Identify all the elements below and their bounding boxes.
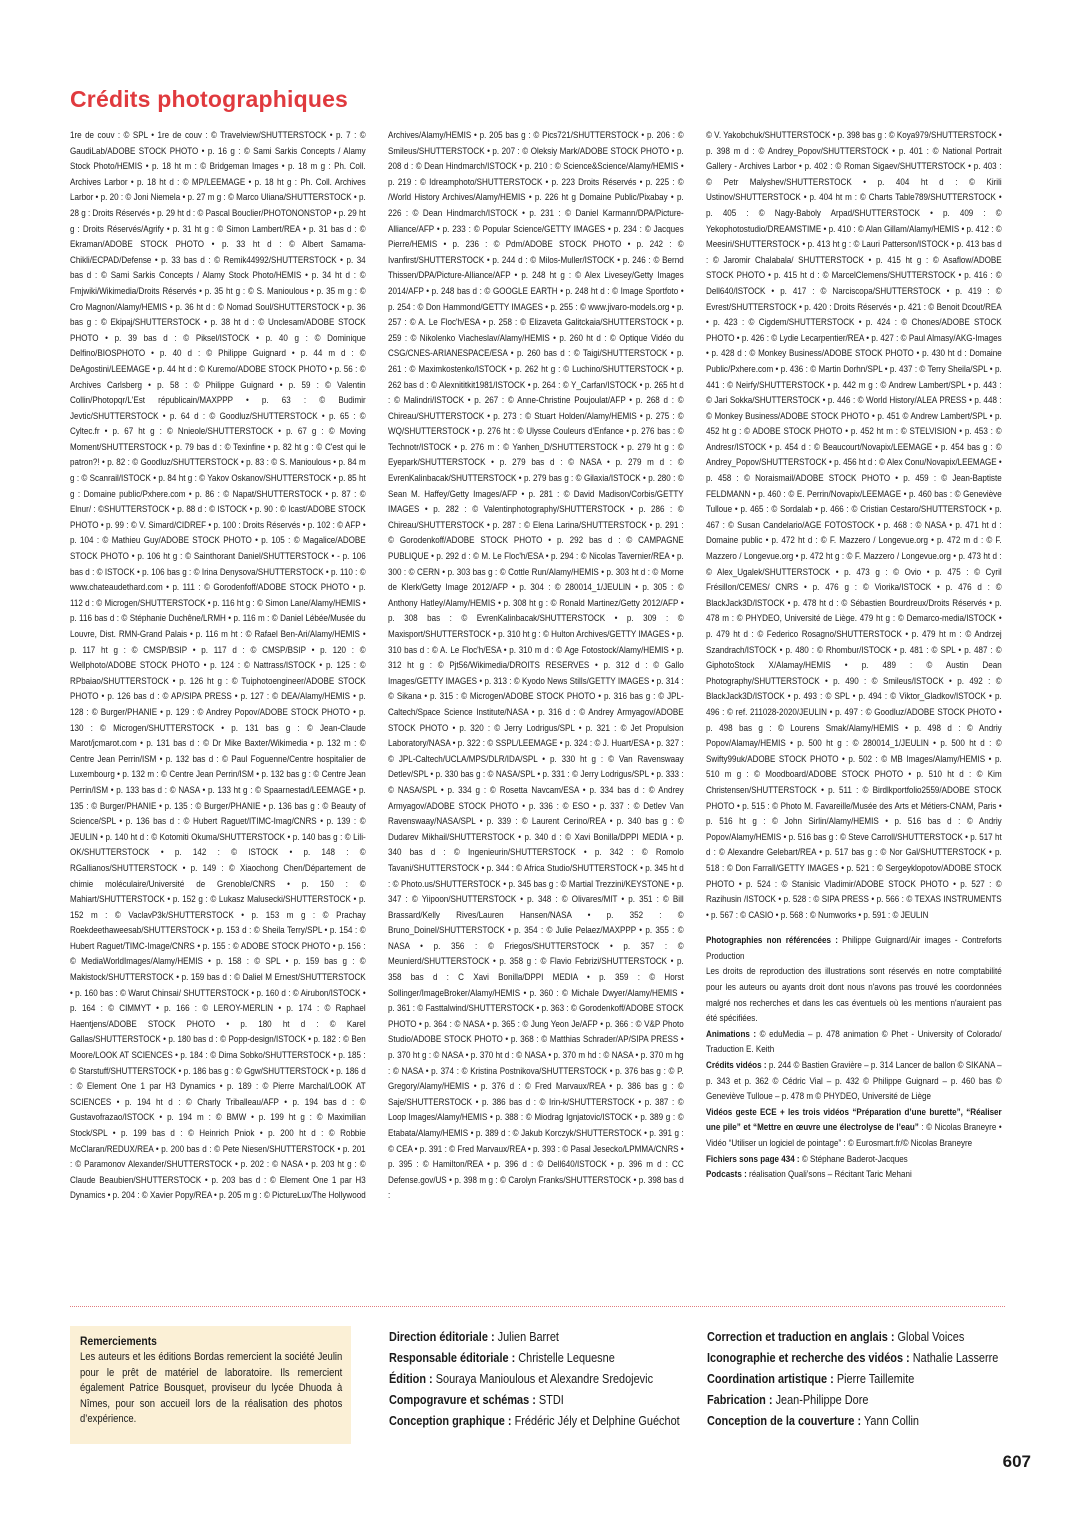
staff-line	[389, 1326, 708, 1347]
podcasts-credit	[706, 1167, 1002, 1183]
extra-label: Crédits vidéos :	[706, 1060, 767, 1072]
staff-role: Responsable éditoriale :	[389, 1350, 516, 1365]
page-title: Crédits photographiques	[70, 86, 349, 112]
staff-role: Compogravure et schémas :	[389, 1392, 536, 1407]
thanks-text: Les auteurs et les éditions Bordas remercient la société Jeulin pour le prêt de matériel de laboratoire. Ils remercient également Patrice Bousquet, proviseur du lycée Dhuoda à Nîmes, pour son accueil lors de la réalisation des photos d’expérience.	[80, 1351, 343, 1426]
staff-name: Frédéric Jély et Delphine Guéchot	[511, 1413, 680, 1428]
extra-label: Vidéos geste ECE + les trois vidéos “Préparation d’une burette”, “Réaliser une pile” et “Mettre en œuvre une électrolyse de l’eau”	[706, 1106, 1002, 1134]
extra-text: Philippe Guignard/Air images - Contreforts Production	[706, 935, 1002, 962]
staff-role: Coordination artistique :	[707, 1371, 834, 1386]
extra-text: © eduMedia – p. 478 animation © Phet - University of Colorado/ Traduction E. Keith	[706, 1028, 1002, 1056]
staff-role: Correction et traduction en anglais :	[707, 1329, 895, 1344]
animations-credit	[706, 1027, 1002, 1058]
staff-line	[707, 1368, 1026, 1389]
extra-label: Fichiers sons page 434 :	[706, 1153, 800, 1165]
video-credits	[706, 1058, 1002, 1105]
staff-role: Conception graphique :	[389, 1413, 512, 1428]
credits-text: © V. Yakobchuk/SHUTTERSTOCK • p. 398 bas g : © Koya979/SHUTTERSTOCK • p. 398 m d : © Andrey_Popov/SHUTTERSTOCK • p. 401 : © National Portrait Gallery - Archives Larbor • p. 402 : © Roman Sigaev/SHUTTERSTOCK • p. 403 : © Petr Malyshev/SHUTTERSTOCK • p. 404 ht d : © Kirili Ustinov/SHUTTERSTOCK • p. 404 ht m : © Charts Table789/SHUTTERSTOCK • p. 405 : © Nagy-Baboly Arpad/SHUTTERSTOCK • p. 409 : © Yekophotostudio/DREAMSTIME • p. 410 : © Alan Gillam/Alamy/HEMIS • p. 412 : © Meesiri/SHUTTERSTOCK • p. 413 ht g : © Lauri Patterson/ISTOCK • p. 413 bas d : © Jaromir Chalabala/ SHUTTERSTOCK • p. 415 ht g : © Asaflow/ADOBE STOCK PHOTO • p. 415 ht d : © MarcelClemens/SHUTTERSTOCK • p. 416 : © Dell640/ISTOCK • p. 417 : © Narciscopa/SHUTTERSTOCK • p. 419 : © Evrest/SHUTTERSTOCK • p. 420 : Droits Réservés • p. 421 : © Benoit Dcout/REA • p. 423 : © Cigdem/SHUTTERSTOCK • p. 424 : © Chones/ADOBE STOCK PHOTO • p. 426 : © Lydie Lecarpentier/REA • p. 427 : © Paul Almasy/AKG-Images • p. 428 d : © Monkey Business/ADOBE STOCK PHOTO • p. 430 ht d : Domaine Public/Pxhere.com • p. 436 : © Martin Dorhn/SPL • p. 437 : © Terry Sheila/SPL • p. 441 : © Neirfy/SHUTTERSTOCK • p. 442 m g : © Andrew Lambert/SPL • p. 443 : © Jari Sokka/SHUTTERSTOCK • p. 446 : © World History/ALEA PRESS • p. 448 : © Monkey Business/ADOBE STOCK PHOTO • p. 451 © Andrew Lambert/SPL • p. 452 ht g : © ADOBE STOCK PHOTO • p. 452 ht m : © STELVISION • p. 453 : © Andresr/ISTOCK • p. 454 d : © Beaucourt/Novapix/LEEMAGE • p. 454 bas g : © Andrey_Popov/SHUTTERSTOCK • p. 456 ht d : © Alex Conu/Novapix/LEEMAGE • p. 458 : © Noraismail/ADOBE STOCK PHOTO • p. 459 : © Jean-Baptiste FELDMANN • p. 460 : © E. Perrin/Novapix/LEEMAGE • p. 460 bas : © Geneviève Tulloue • p. 465 : © Sordalab • p. 466 : © Cristian Cestaro/SHUTTERSTOCK • p. 467 : © Susan Candelario/AGE FOTOSTOCK • p. 468 : © NASA • p. 471 ht d : Domaine public • p. 472 ht d : © F. Mazzero / Longevue.org • p. 472 m d : © F. Mazzero / Longevue.org • p. 472 ht g : © F. Mazzero / Longevue.org • p. 473 ht d : © Alex_Ugalek/SHUTTERSTOCK • p. 473 g : © Ovio • p. 475 : © Cyril Frésillon/CEMES/ CNRS • p. 476 g : © Viorika/ISTOCK • p. 476 d : © BlackJack3D/ISTOCK • p. 478 ht d : © Sébastien Bourdreux/Droits Réservés • p. 478 m : © PHYDEO, Université de Liège. 479 ht g : © Demarco-media/ISTOCK • p. 479 ht d : © Federico Rosagno/SHUTTERSTOCK • p. 479 ht m : © Andrzej Szandrach/ISTOCK • p. 480 : © Rhombur/ISTOCK • p. 481 : © SPL • p. 487 : © GiphotoStock X/Alamay/HEMIS • p. 489 : © Austin Dean Photography/SHUTTERSTOCK • p. 490 : © Smileus/ISTOCK • p. 492 : © BlackJack3D/ISTOCK • p. 493 : © SPL • p. 494 : © Viktor_Gladkov/ISTOCK • p. 496 : © ref. 211028-2020/JEULIN • p. 497 : © Goodluz/ADOBE STOCK PHOTO • p. 498 bas g : © Lourens Smak/Alamy/HEMIS • p. 498 d : © Andriy Popov/Alamay/HEMIS • p. 500 ht g : © 280014_1/JEULIN • p. 500 ht d : © Swifty99uk/ADOBE STOCK PHOTO • p. 502 : © MB Images/Alamy/HEMIS • p. 510 m g : © Moodboard/ADOBE STOCK PHOTO • p. 510 ht d : © Kim Christensen/SHUTTERSTOCK • p. 511 : © Birdlkportfolio2559/ADOBE STOCK PHOTO • p. 515 : © Photo M. Favareille/Musée des Arts et Métiers-CNAM, Paris • p. 516 ht g : © John Sirlin/Alamy/HEMIS • p. 516 bas d : © Andriy Popov/Alamy/HEMIS • p. 516 bas g : © Steve Carroll/SHUTTERSTOCK • p. 517 ht d : © Alexandre Gelebart/REA • p. 517 bas g : © Nor Gal/SHUTTERSTOCK • p. 518 : © Don Farrall/GETTY IMAGES • p. 521 : © Sergeyklopotov/ADOBE STOCK PHOTO • p. 524 : © Stanisic Vladimir/ADOBE STOCK PHOTO • p. 527 : © Razihusin /ISTOCK • p. 528 : © SIPA PRESS • p. 566 : © TEXAS INSTRUMENTS • p. 567 : © CASIO • p. 568 : © Numworks • p. 591 : © JEULIN	[706, 130, 1002, 921]
staff-line	[389, 1410, 708, 1431]
staff-role: Édition :	[389, 1371, 433, 1386]
page-number: 607	[1002, 1452, 1031, 1471]
extra-text: réalisation Quali’sons – Récitant Taric Mehani	[746, 1169, 912, 1181]
staff-name: Yann Collin	[861, 1413, 920, 1428]
extra-text: Les droits de reproduction des illustrations sont réservés en notre comptabilité pour les auteurs ou ayants droit dont nous n'avons pas trouvé les coordonnées malgré nos recherches et dans les cas éventuels où les mentions n'auraient pas été spécifiées.	[706, 966, 1002, 1025]
extra-text: p. 244 © Bastien Gravière – p. 314 Lancer de ballon © SIKANA – p. 343 et p. 362 © Cédric Vial – p. 432 © Philippe Guignard – p. 460 bas © Geneviève Tulloue – p. 478 m © PHYDEO, Université de Liège	[706, 1060, 1002, 1103]
staff-name: Souraya Manioulous et Alexandre Sredojevic	[432, 1371, 654, 1386]
staff-name: Christelle Lequesne	[515, 1350, 615, 1365]
extra-text: © Stéphane Baderot-Jacques	[799, 1153, 908, 1165]
extra-text: : © Nicolas Braneyre • Vidéo “Utiliser un logiciel de pointage” : © Eurosmart.fr/© Nicolas Braneyre	[706, 1122, 1002, 1149]
staff-name: Julien Barret	[494, 1329, 559, 1344]
credits-column-1	[70, 128, 366, 1204]
staff-line	[389, 1389, 708, 1410]
staff-line	[389, 1368, 708, 1389]
extra-label: Animations :	[706, 1028, 757, 1040]
thanks-title: Remerciements	[80, 1334, 157, 1348]
rights-notice	[706, 964, 1002, 1026]
sound-files-credit	[706, 1152, 1002, 1168]
production-staff-list	[707, 1326, 1067, 1431]
staff-line	[707, 1389, 1026, 1410]
staff-line	[707, 1326, 1026, 1347]
extra-label: Podcasts :	[706, 1169, 747, 1181]
staff-role: Fabrication :	[707, 1392, 773, 1407]
extra-label: Photographies non référencées :	[706, 935, 838, 947]
staff-role: Direction éditoriale :	[389, 1329, 495, 1344]
section-divider	[70, 1306, 1005, 1307]
staff-line	[707, 1347, 1026, 1368]
staff-line	[389, 1347, 708, 1368]
staff-line	[707, 1410, 1026, 1431]
credits-column-2	[388, 128, 684, 1204]
ece-video-credits	[706, 1105, 1002, 1152]
credits-text: 1re de couv : © SPL • 1re de couv : © Travelview/SHUTTERSTOCK • p. 7 : © GaudiLab/ADOBE STOCK PHOTO • p. 16 g : © Sami Sarkis Concepts / Alamy Stock Photo/HEMIS • p. 18 ht m : © Bridgeman Images • p. 18 m g : Ph. Coll. Archives Larbor • p. 18 ht d : © MP/LEEMAGE • p. 18 ht g : Ph. Coll. Archives Larbor • p. 20 : © Joni Niemela • p. 27 m g : © Marco Uliana/SHUTTERSTOCK • p. 28 g : Droits Réservés • p. 29 ht d : © Pascal Bouclier/PHOTONONSTOP • p. 29 ht g : Droits Réservés/Agrify • p. 31 ht g : © Simon Lambert/REA • p. 31 bas d : © Ekraman/ADOBE STOCK PHOTO • p. 33 ht d : © Albert Samama-Chikli/ECPAD/Defense • p. 33 bas d : © Remik44992/SHUTTERSTOCK • p. 34 bas d : © Sami Sarkis Concepts / Alamy Stock Photo/HEMIS • p. 34 ht d : © Fmjwiki/Wikimedia/Droits Réservés • p. 35 ht g : © S. Manioulous • p. 35 m g : © Cro Magnon/Alamy/HEMIS • p. 36 ht d : © Nomad Soul/SHUTTERSTOCK • p. 36 bas g : © Ekipaj/SHUTTERSTOCK • p. 38 ht d : © Unclesam/ADOBE STOCK PHOTO • p. 39 bas d : © Piksel/ISTOCK • p. 40 g : © Dominique Delfino/BIOSPHOTO • p. 40 d : © Philippe Guignard • p. 44 m d : © DeAgostini/LEEMAGE • p. 44 ht d : © Kuremo/ADOBE STOCK PHOTO • p. 56 : © Archives Carlsberg • p. 58 : © Philippe Guignard • p. 59 : © Valentin Collin/Photopqr/L'Est républicain/MAXPPP • p. 63 : © Budimir Jevtic/SHUTTERSTOCK • p. 64 d : © Goodluz/SHUTTERSTOCK • p. 65 : © Cyltec.fr • p. 67 ht g : © Nnieole/SHUTTERSTOCK • p. 67 g : © Moving Moment/SHUTTERSTOCK • p. 79 bas d : © Texinfine • p. 82 ht g : © C'est qui le patron?! • p. 82 : © Goodluz/SHUTTERSTOCK • p. 83 : © S. Manioulous • p. 84 m g : © Scanrail/ISTOCK • p. 84 ht g : © Yakov Oskanov/SHUTTERSTOCK • p. 85 ht g : Domaine public/Pxhere.com • p. 86 : © Napat/SHUTTERSTOCK • p. 87 : © Elnur/ : ©SHUTTERSTOCK • p. 88 d : © ISTOCK • p. 90 : © Icast/ADOBE STOCK PHOTO • p. 99 : © V. Simard/CIDREF • p. 100 : Droits Réservés • p. 102 : © AFP • p. 104 : © Mathieu Guy/ADOBE STOCK PHOTO • p. 105 : © Magalice/ADOBE STOCK PHOTO • p. 106 ht g : © Sainthorant Daniel/SHUTTERSTOCK • - p. 106 bas d : © ISTOCK • p. 106 bas g : © Irina Denysova/SHUTTERSTOCK • p. 110 : © www.chateaudethard.com • p. 111 : © Gorodenfoff/ADOBE STOCK PHOTO • p. 112 d : © Microgen/SHUTTERSTOCK • p. 116 ht g : © Simon Lane/Alamy/HEMIS • p. 116 bas d : © Stéphanie Duchêne/LRMH • p. 116 m : © Daniel Lébée/Musée du Louvre, Dist. RMN-Grand Palais • p. 116 m ht : © Rafael Ben-Ari/Alamy/HEMIS • p. 117 ht g : © CMSP/BSIP • p. 117 d : © CMSP/BSIP • p. 120 : © Wellphoto/ADOBE STOCK PHOTO • p. 124 : © Nattrass/ISTOCK • p. 125 : © RPbaiao/SHUTTERSTOCK • p. 126 ht g : © Tuiphotoengineer/ADOBE STOCK PHOTO • p. 126 bas d : © AP/SIPA PRESS • p. 127 : © DEA/Alamy/HEMIS • p. 128 : © Burger/PHANIE • p. 129 : © Andrey Popov/ADOBE STOCK PHOTO • p. 130 : © Microgen/SHUTTERSTOCK • p. 131 bas g : © Jean-Claude Marot/jcmarot.com • p. 131 bas d : © Dr Mike Baxter/Wikimedia • p. 132 m : © Centre Jean Perrin/ISM • p. 132 bas d : © Paul Foguenne/Centre hospitalier de Luxembourg • p. 132 m : © Centre Jean Perrin/ISM • p. 132 bas g : © Centre Jean Perrin/ISM • p. 133 bas d : © NASA • p. 133 ht g : © Spaarnestad/LEEMAGE • p. 135 : © Burger/PHANIE • p. 135 : © Burger/PHANIE • p. 136 bas g : © Beauty of Science/SPL • p. 136 bas d : © Hubert Raguet/ITIMC-Imag/CNRS • p. 139 : © JEULIN • p. 140 ht d : © Kotomiti Okuma/SHUTTERSTOCK • p. 140 bas g : © Lili-OK/SHUTTERSTOCK • p. 142 : © ISTOCK • p. 148 : © RGallianos/SHUTTERSTOCK • p. 149 : © Xiaochong Chen/Département de chimie moléculaire/Université de Grenoble/CNRS • p. 150 : © Mahiart/SHUTTERSTOCK • p. 152 g : © Lukasz Malusecki/SHUTTERSTOCK • p. 152 m : © VaclavP3k/SHUTTERSTOCK • p. 153 m g : © Prachay Roekdeethaweesab/SHUTTERSTOCK • p. 153 d : © Sheila Terry/SPL • p. 154 : © Hubert Raguet/TIMC-Image/CNRS • p. 155 : © ADOBE STOCK PHOTO • p. 156 : © MediaWorldImages/Alamy/HEMIS • p. 158 : © SPL • p. 159 bas g : © Makistock/SHUTTERSTOCK • p. 159 bas d : © Daliel M Ernest/SHUTTERSTOCK • p. 160 bas : © Warut Chinsai/ SHUTTERSTOCK • p. 160 d : © Airubon/ISTOCK • p. 164 : © CIMMYT • p. 166 : © LEROY-MERLIN • p. 174 : © Raphael Haentjens/ADOBE STOCK PHOTO • p. 180 ht d : © Karel Gallas/SHUTTERSTOCK • p. 180 bas d : © Popp-design/ISTOCK • p. 182 : © Ben Moore/LOOK AT SCIENCES • p. 184 : © Dima Sobko/SHUTTERSTOCK • p. 185 : © Starstuff/SHUTTERSTOCK • p. 186 bas g : © Ggw/SHUTTERSTOCK • p. 186 d : © Element One 1 par H3 Dynamics • p. 189 : © Pierre Marchal/LOOK AT SCIENCES • p. 194 ht d : © Charly Triballeau/AFP • p. 194 bas d : © Gustavofrazao/ISTOCK • p. 194 m : © BMW • p. 199 ht g : © Maximilian Stock/SPL • p. 199 bas d : © Heinrich Pniok • p. 200 ht d : © Robbie McClaran/REDUX/REA • p. 200 bas d : © Pete Niesen/SHUTTERSTOCK • p. 201 : © Paramonov Alexander/SHUTTERSTOCK • p. 202 : © NASA • p. 203 ht g : © Claude Beaubien/SHUTTERSTOCK • p. 203 bas d : © Element One 1 par H3 Dynamics • p. 204 : © Xavier Popy/REA • p. 205 m g : © PictureLux/The Hollywood	[70, 130, 366, 1202]
staff-name: Pierre Taillemite	[833, 1371, 915, 1386]
staff-name: Jean-Philippe Dore	[772, 1392, 869, 1407]
credits-text: Archives/Alamy/HEMIS • p. 205 bas g : © Pics721/SHUTTERSTOCK • p. 206 : © Smileus/SHUTTERSTOCK • p. 207 : © Oleksiy Mark/ADOBE STOCK PHOTO • p. 208 d : © Dean Hindmarch/ISTOCK • p. 210 : © Science&Science/Alamy/HEMIS • p. 219 : © Idreamphoto/SHUTTERSTOCK • p. 223 Droits Réservés • p. 225 : © /World History Archives/Alamy/HEMIS • p. 226 ht g Domaine Public/Pixabay • p. 226 : © Dean Hindmarch/ISTOCK • p. 231 : © Daniel Karmann/DPA/Picture-Alliance/AFP • p. 233 : © Popular Science/GETTY IMAGES • p. 234 : © Jacques Pierre/HEMIS • p. 236 : © Pdm/ADOBE STOCK PHOTO • p. 242 : © Ivanfirst/SHUTTERSTOCK • p. 244 d : © Milos-Muller/ISTOCK • p. 246 : © Bernd Thissen/DPA/Picture-Alliance/AFP • p. 248 ht g : © Alex Livesey/Getty Images 2014/AFP • p. 248 bas d : © GOOGLE EARTH • p. 248 ht d : © Image Sportfoto • p. 254 : © Don Hammond/GETTY IMAGES • p. 255 : © www.jivaro-models.org • p. 257 : © A. Le Floc'h/ESA • p. 258 : © Elizaveta Galitckaia/SHUTTERSTOCK • p. 259 : © Nikolenko Viacheslav/Alamy/HEMIS • p. 260 ht d : © Optique Vidéo du CSG/CNES-ARIANESPACE/ESA • p. 260 bas d : © Taigi/SHUTTERSTOCK • p. 261 : © Maximkostenko/ISTOCK • p. 262 ht g : © Luchino/SHUTTERSTOCK • p. 262 bas d : © Alexnititkit1981/ISTOCK • p. 264 : © Y_Carfan/ISTOCK • p. 265 ht d : © Malindri/ISTOCK • p. 267 : © Anne-Christine Poujoulat/AFP • p. 268 d : © Chireau/SHUTTERSTOCK • p. 273 : © Stuart Holden/Alamy/HEMIS • p. 275 : © WQ/SHUTTERSTOCK • p. 276 ht : © Ulysse Couleurs d'Enfance • p. 276 bas : © Technotr/ISTOCK • p. 276 m : © Yanhen_D/SHUTTERSTOCK • p. 279 ht g : © Eyepark/SHUTTERSTOCK • p. 279 bas d : © NASA • p. 279 m d : © EvrenKalinbacak/SHUTTERSTOCK • p. 279 bas g : © Gilaxia/ISTOCK • p. 280 : © Sean M. Haffey/Getty Images/AFP • p. 281 : © David Madison/Corbis/GETTY IMAGES • p. 282 : © Valentinphotography/SHUTTERSTOCK • p. 286 : © Chireau/SHUTTERSTOCK • p. 287 : © Elena Larina/SHUTTERSTOCK • p. 291 : © Gorodenkoff/ADOBE STOCK PHOTO • p. 292 bas d : © CAMPAGNE PUBLIQUE • p. 292 d : © M. Le Floc'h/ESA • p. 294 : © Nicolas Tavernier/REA • p. 300 : © CERN • p. 303 bas g : © Cottle Run/Alamy/HEMIS • p. 303 ht d : © Morne de Klerk/Getty Image 2012/AFP • p. 304 : © 280014_1/JEULIN • p. 305 : © Anthony Hatley/Alamy/HEMIS • p. 308 ht g : © Ronald Martinez/Getty 2012/AFP • p. 308 bas : © EvrenKalinbacak/SHUTTERSTOCK • p. 309 : © Maxisport/SHUTTERSTOCK • p. 310 ht g : © Hulton Archives/GETTY IMAGES • p. 310 bas d : © A. Le Floc'h/ESA • p. 310 m d : © Age Fotostock/Alamy/HEMIS • p. 312 ht g : © Pjt56/Wikimedia/DROITS RESERVES • p. 312 d : © Gallo Images/GETTY IMAGES • p. 313 : © Kyodo News Stills/GETTY IMAGES • p. 314 : © Sikana • p. 315 : © Microgen/ADOBE STOCK PHOTO • p. 316 bas g : © JPL-Caltech/Space Science Institute/NASA • p. 316 d : © Andrey Armyagov/ADOBE STOCK PHOTO • p. 320 : © Jerry Lodrigus/SPL • p. 321 : © Jet Propulsion Laboratory/NASA • p. 322 : © SSPL/LEEMAGE • p. 324 : © J. Huart/ESA • p. 327 : © JPL-Caltech/UCLA/MPS/DLR/IDA/SPL • p. 330 ht g : © Van Ravenswaay Detlev/SPL • p. 330 bas g : © NASA/SPL • p. 331 : © Jerry Lodrigus/SPL • p. 333 : © NASA/SPL • p. 334 g : © Rosetta Navcam/ESA • p. 334 bas d : © Andrey Armyagov/ADOBE STOCK PHOTO • p. 336 : © ESO • p. 337 : © Detlev Van Ravenswaay/NASA/SPL • p. 339 : © Laurent Cerino/REA • p. 340 bas g : © Dudarev Mikhail/SHUTTERSTOCK • p. 340 d : © Xavi Bonilla/DPPI MEDIA • p. 340 bas d : © Ingenieurin/SHUTTERSTOCK • p. 342 : © Romolo Tavani/SHUTTERSTOCK • p. 344 : © Africa Studio/SHUTTERSTOCK • p. 345 ht d : © Photo.us/SHUTTERSTOCK • p. 345 bas g : © Martial Trezzini/KEYSTONE • p. 347 : © Yiipoon/SHUTTERSTOCK • p. 348 : © Olivares/MIT • p. 351 : © Bill Brassard/Kelly Rives/Lauren Hansen/NASA • p. 352 : © Bruno_Doinel/SHUTTERSTOCK • p. 354 : © Julie Pelaez/MAXPPP • p. 355 : © NASA • p. 356 : © Friegos/SHUTTERSTOCK • p. 357 : © Meunierd/SHUTTERSTOCK • p. 358 g : © Flavio Febrizi/SHUTTERSTOCK • p. 358 bas d : C Xavi Bonilla/DPPI MEDIA • p. 359 : © Horst Sollinger/ImageBroker/Alamy/HEMIS • p. 360 : © Michale Dwyer/Alamy/HEMIS • p. 361 : © Fasttalwind/SHUTTERSTOCK • p. 363 : © Gorodenkoff/ADOBE STOCK PHOTO • p. 364 : © NASA • p. 365 : © Jung Yeon Je/AFP • p. 366 : © V&P Photo Studio/ADOBE STOCK PHOTO • p. 368 : © Matthias Schrader/AP/SIPA PRESS • p. 370 ht g : © NASA • p. 370 ht d : © NASA • p. 370 m hd : © NASA • p. 370 m hg : © NASA • p. 374 : © Kristina Postnikova/SHUTTERSTOCK • p. 376 bas g : © P. Gregory/Alamy/HEMIS • p. 376 d : © Fred Marvaux/REA • p. 386 bas g : © Saje/SHUTTERSTOCK • p. 386 bas d : © Irin-k/SHUTTERSTOCK • p. 387 : © Loop Images/Alamy/HEMIS • p. 388 : © Miodrag Ignjatovic/ISTOCK • p. 389 g : © Etabata/Alamy/HEMIS • p. 389 d : © Jakub Korczyk/SHUTTERSTOCK • p. 391 g : © CEA • p. 391 : © Fred Marvaux/REA • p. 393 : © Pasal Jesecko/LPMMA/CNRS • p. 395 : © Hamilton/REA • p. 396 d : © Dell640/ISTOCK • p. 396 m d : CC Defense.gov/US • p. 398 m g : © Carolyn Franks/SHUTTERSTOCK • p. 398 bas d :	[388, 130, 684, 1202]
staff-name: STDI	[535, 1392, 564, 1407]
credits-column-3	[706, 128, 1002, 1183]
staff-role: Conception de la couverture :	[707, 1413, 862, 1428]
staff-name: Nathalie Lasserre	[909, 1350, 999, 1365]
staff-role: Iconographie et recherche des vidéos :	[707, 1350, 910, 1365]
unreferenced-photos	[706, 933, 1002, 964]
thanks-box	[70, 1326, 351, 1444]
editorial-staff-list	[389, 1326, 749, 1431]
staff-name: Global Voices	[894, 1329, 965, 1344]
